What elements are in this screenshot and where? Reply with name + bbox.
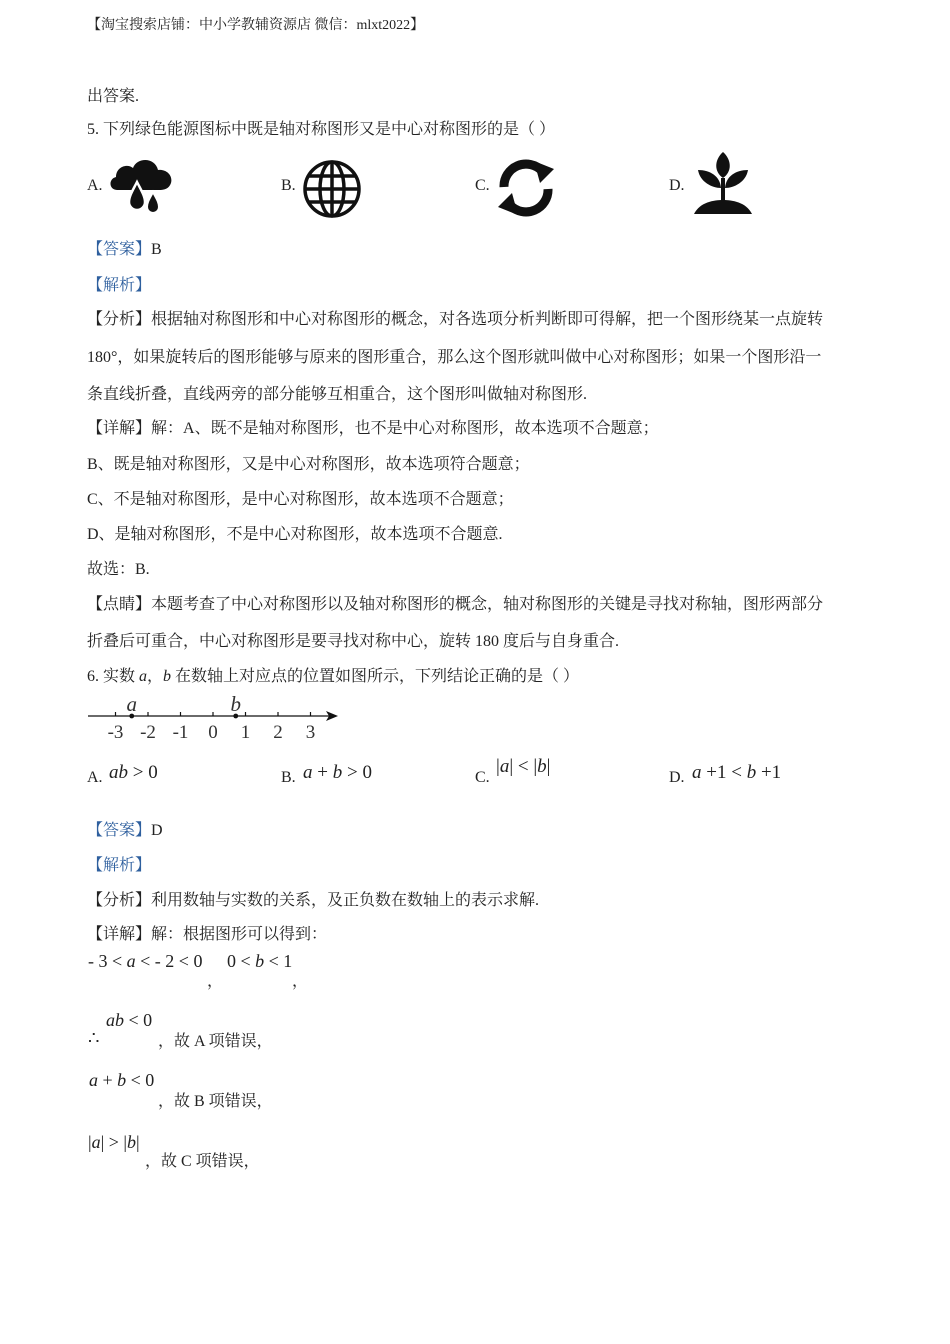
q5-detail-line4: D、是轴对称图形，不是中心对称图形，故本选项不合题意.	[87, 526, 503, 543]
q6-option-a-letter: A.	[87, 769, 103, 786]
number-line-label-a: a	[126, 694, 137, 716]
q6-answer-tag: 【答案】	[87, 822, 152, 839]
q6-inequality-sep1: ，	[207, 973, 224, 990]
number-line-tick-label: -1	[172, 722, 189, 743]
q6-step3-text: ，故 C 项错误，	[145, 1153, 260, 1170]
q5-detail-line2: B、既是轴对称图形，又是中心对称图形，故本选项符合题意；	[87, 456, 530, 473]
number-line-tick-label: 3	[305, 722, 316, 743]
q5-answer-tag: 【答案】	[87, 241, 152, 258]
q6-analysis-tag: 【解析】	[87, 857, 152, 874]
q6-detail-tag: 【详解】	[87, 926, 152, 943]
cloud-rain-icon	[107, 152, 175, 216]
q5-choose: 故选：B.	[87, 561, 150, 578]
q5-analysis-tag: 【解析】	[87, 277, 152, 294]
recycle-arrows-icon	[494, 157, 558, 219]
number-line-tick-label: 1	[240, 722, 251, 743]
q5-fenxi-line2: 180°，如果旋转后的图形能够与原来的图形重合，那么这个图形就叫做中心对称图形；如果一个图形沿一	[87, 349, 822, 366]
q5-comment-line1: 本题考查了中心对称图形以及轴对称图形的概念，轴对称图形的关键是寻找对称轴，图形两部分	[151, 596, 824, 613]
number-line-label-b: b	[230, 694, 241, 716]
q6-step2-text: ，故 B 项错误，	[158, 1093, 273, 1110]
q6-step3-expr: |a| > |b|	[88, 1132, 140, 1152]
q5-stem: 5. 下列绿色能源图标中既是轴对称图形又是中心对称图形的是（ ）	[87, 121, 556, 138]
globe-icon	[301, 158, 363, 220]
number-line	[86, 694, 346, 744]
q5-fenxi-line3: 条直线折叠，直线两旁的部分能够互相重合，这个图形叫做轴对称图形.	[87, 386, 588, 403]
sprout-icon	[692, 148, 754, 218]
q5-comment-tag: 【点睛】	[87, 596, 152, 613]
q5-answer: B	[151, 241, 162, 258]
q5-option-d-letter: D.	[669, 177, 685, 194]
q6-option-c-expr: |a| < |b|	[496, 756, 551, 777]
q6-option-d-expr: a +1 < b +1	[692, 762, 782, 783]
header-watermark: 【淘宝搜索店铺：中小学教辅资源店 微信：mlxt2022】	[87, 18, 425, 33]
q6-inequality-sep2: ，	[292, 973, 309, 990]
q5-detail-tag: 【详解】	[87, 420, 152, 437]
number-line-tick-label: 0	[208, 722, 218, 743]
q5-detail-line1: 解：A、既不是轴对称图形，也不是中心对称图形，故本选项不合题意；	[151, 420, 659, 437]
number-line-tick-label: 2	[273, 722, 283, 743]
q5-fenxi-tag: 【分析】	[87, 311, 152, 328]
q6-inequality-a: - 3 < a < - 2 < 0	[88, 951, 203, 971]
q6-option-b-letter: B.	[281, 769, 296, 786]
q6-step2-expr: a + b < 0	[89, 1070, 155, 1090]
q6-stem: 6. 实数 a，b 在数轴上对应点的位置如图所示，下列结论正确的是（ ）	[87, 668, 580, 685]
previous-question-tail: 出答案.	[87, 88, 140, 105]
q6-option-a-expr: ab > 0	[109, 762, 158, 783]
q6-fenxi: 利用数轴与实数的关系，及正负数在数轴上的表示求解.	[151, 892, 540, 909]
q6-option-b-expr: a + b > 0	[303, 762, 372, 783]
q6-fenxi-tag: 【分析】	[87, 892, 152, 909]
q6-inequality-b: 0 < b < 1	[227, 951, 293, 971]
q5-option-c-letter: C.	[475, 177, 490, 194]
number-line-tick-label: -3	[107, 722, 124, 743]
q5-detail-line3: C、不是轴对称图形，是中心对称图形，故本选项不合题意；	[87, 491, 514, 508]
number-line-tick-label: -2	[140, 722, 156, 743]
q6-answer: D	[151, 822, 163, 839]
q5-comment-line2: 折叠后可重合，中心对称图形是要寻找对称中心，旋转 180 度后与自身重合.	[87, 633, 620, 650]
q6-option-d-letter: D.	[669, 769, 685, 786]
q6-option-c-letter: C.	[475, 769, 490, 786]
q6-step1-expr: ab < 0	[106, 1010, 153, 1030]
q5-option-a-letter: A.	[87, 177, 103, 194]
therefore-symbol: ∴	[88, 1028, 100, 1048]
q5-option-b-letter: B.	[281, 177, 296, 194]
q6-detail: 解：根据图形可以得到：	[151, 926, 328, 943]
q5-fenxi-line1: 根据轴对称图形和中心对称图形的概念，对各选项分析判断即可得解，把一个图形绕某一点旋转	[151, 311, 824, 328]
q6-step1-text: ，故 A 项错误，	[158, 1033, 273, 1050]
